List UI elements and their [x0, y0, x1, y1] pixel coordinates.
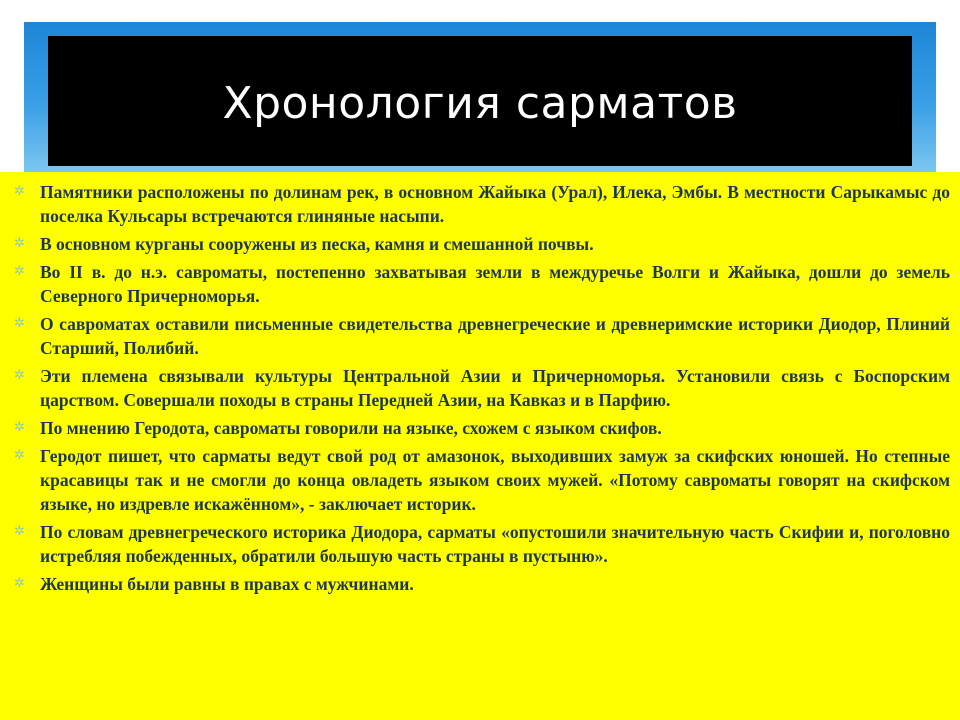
bullet-item — [12, 232, 950, 256]
bullet-text: Эти племена связывали культуры Центральной Азии и Причерноморья. Установили связь с Боспорским царством. Совершали походы в страны Передней Азии, на Кавказ и в Парфию. — [40, 366, 950, 410]
content-area — [0, 172, 960, 720]
bullet-list — [0, 172, 960, 596]
asterisk-bullet-icon: ✲ — [14, 184, 25, 199]
bullet-item — [12, 260, 950, 308]
bullet-item — [12, 312, 950, 360]
asterisk-bullet-icon: ✲ — [14, 420, 25, 435]
asterisk-bullet-icon: ✲ — [14, 316, 25, 331]
bullet-text: По словам древнегреческого историка Диодора, сарматы «опустошили значительную часть Скифии и, поголовно истребляя побежденных, обратили большую часть страны в пустыню». — [40, 522, 950, 566]
bullet-text: По мнению Геродота, савроматы говорили на языке, схожем с языком скифов. — [40, 418, 662, 438]
bullet-text: Женщины были равны в правах с мужчинами. — [40, 574, 414, 594]
bullet-text: В основном курганы сооружены из песка, камня и смешанной почвы. — [40, 234, 594, 254]
bullet-item — [12, 180, 950, 228]
bullet-item — [12, 572, 950, 596]
bullet-item — [12, 444, 950, 516]
bullet-text: Во II в. до н.э. савроматы, постепенно захватывая земли в междуречье Волги и Жайыка, дошли до земель Северного Причерноморья. — [40, 262, 950, 306]
bullet-text: Памятники расположены по долинам рек, в основном Жайыка (Урал), Илека, Эмбы. В местности Сарыкамыс до поселка Кульсары встречаются глиняные насыпи. — [40, 182, 950, 226]
asterisk-bullet-icon: ✲ — [14, 524, 25, 539]
asterisk-bullet-icon: ✲ — [14, 236, 25, 251]
asterisk-bullet-icon: ✲ — [14, 448, 25, 463]
bullet-text: О савроматах оставили письменные свидетельства древнегреческие и древнеримские историки Диодор, Плиний Старший, Полибий. — [40, 314, 950, 358]
asterisk-bullet-icon: ✲ — [14, 368, 25, 383]
bullet-text: Геродот пишет, что сарматы ведут свой род от амазонок, выходивших замуж за скифских юношей. Но степные красавицы так и не смогли до конца овладеть языком своих мужей. «Потому савроматы говорят на скифском языке, но издревле искажённом», - заключает историк. — [40, 446, 950, 514]
title-box — [48, 36, 912, 166]
bullet-item — [12, 416, 950, 440]
bullet-item — [12, 364, 950, 412]
slide-title: Хронология сарматов — [222, 77, 738, 129]
asterisk-bullet-icon: ✲ — [14, 264, 25, 279]
bullet-item — [12, 520, 950, 568]
asterisk-bullet-icon: ✲ — [14, 576, 25, 591]
